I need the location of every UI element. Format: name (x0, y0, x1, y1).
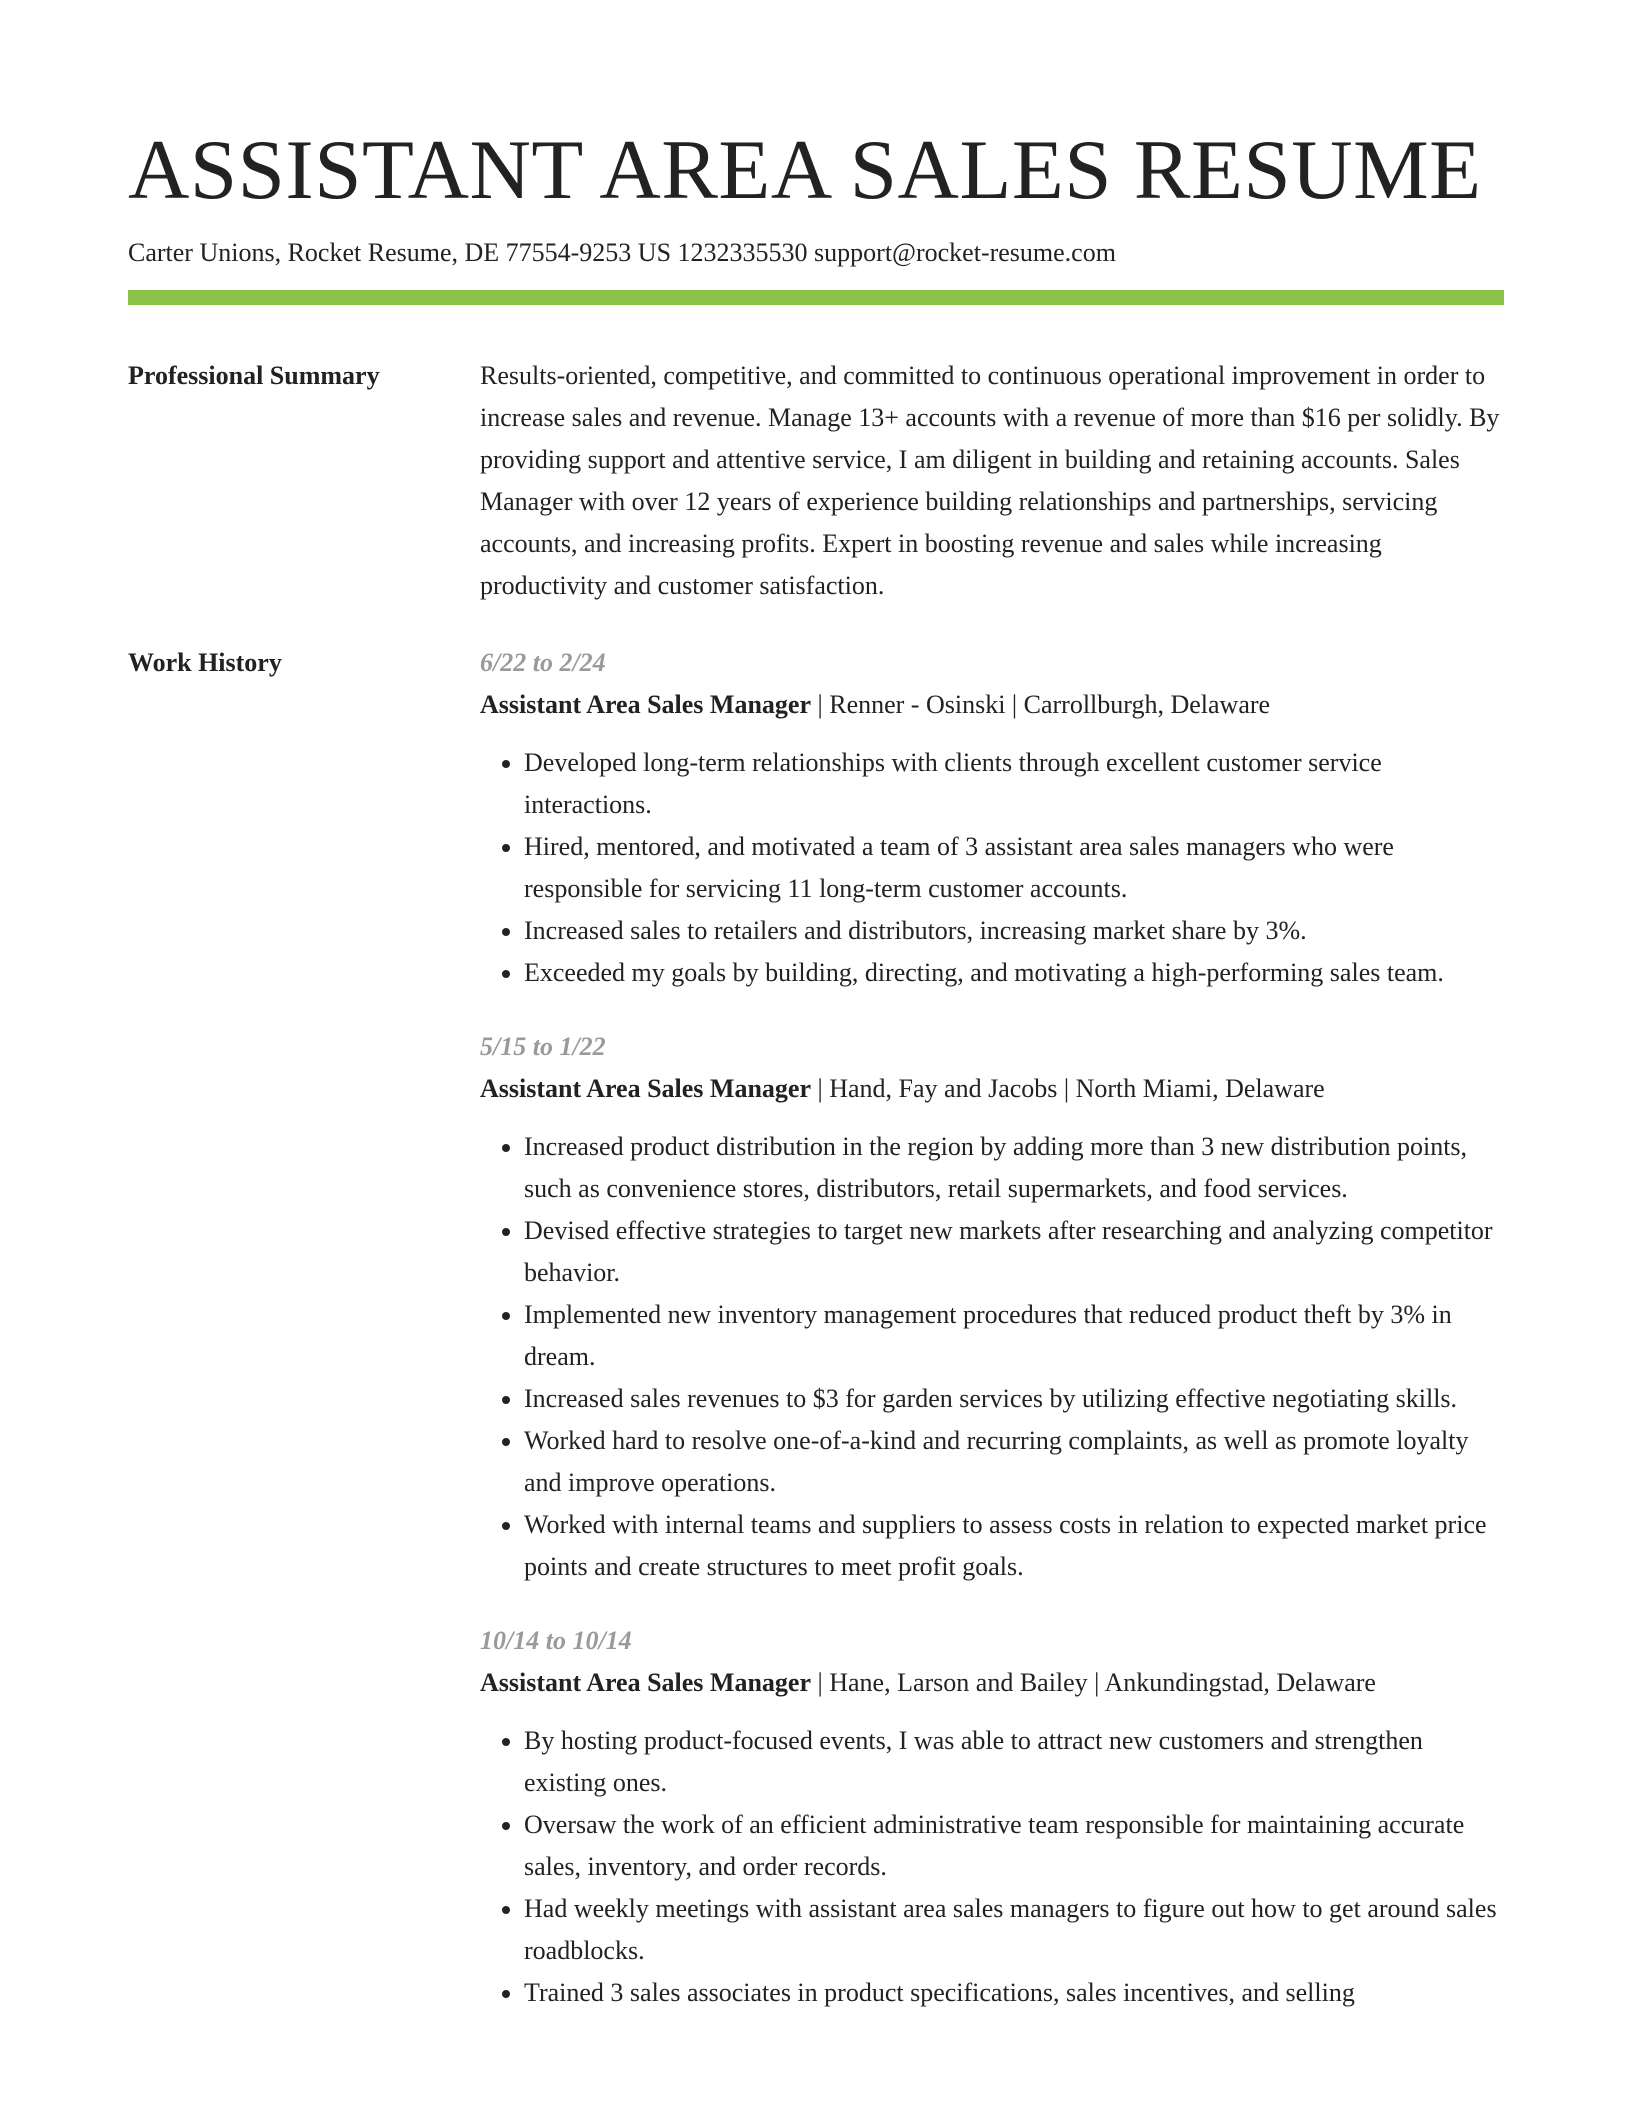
job-employer-location: | Hand, Fay and Jacobs | North Miami, Delaware (811, 1074, 1325, 1103)
job-heading (480, 684, 1504, 726)
professional-summary-body (480, 355, 1504, 607)
job-bullet: • Devised effective strategies to target new markets after researching and analyzing competitor behavior. (524, 1210, 1504, 1294)
job-bullet: • Worked hard to resolve one-of-a-kind and recurring complaints, as well as promote loyalty and improve operations. (524, 1420, 1504, 1504)
work-history-section (128, 642, 1504, 2046)
job-bullet: • Trained 3 sales associates in product specifications, sales incentives, and selling (524, 1972, 1504, 2014)
job-entry (480, 642, 1504, 994)
job-bullet: • Worked with internal teams and suppliers to assess costs in relation to expected market price points and create structures to meet profit goals. (524, 1504, 1504, 1588)
contact-line: Carter Unions, Rocket Resume, DE 77554-9253 US 1232335530 support@rocket-resume.com (128, 238, 1116, 267)
professional-summary-section (128, 355, 1504, 607)
job-dates: 5/15 to 1/22 (480, 1032, 606, 1061)
job-dates: 10/14 to 10/14 (480, 1626, 632, 1655)
resume-page (128, 0, 1504, 2046)
job-heading (480, 1068, 1504, 1110)
job-employer-location: | Hane, Larson and Bailey | Ankundingstad, Delaware (811, 1668, 1376, 1697)
accent-divider (128, 290, 1504, 305)
job-bullet: • By hosting product-focused events, I was able to attract new customers and strengthen existing ones. (524, 1720, 1504, 1804)
job-bullet: • Developed long-term relationships with clients through excellent customer service interactions. (524, 742, 1504, 826)
job-bullet: • Exceeded my goals by building, directing, and motivating a high-performing sales team. (524, 952, 1504, 994)
summary-text: Results-oriented, competitive, and committed to continuous operational improvement in order to increase sales and revenue. Manage 13+ accounts with a revenue of more than $16 per solidly. By providing support and attentive service, I am diligent in building and retaining accounts. Sales Manager with over 12 years of experience building relationships and partnerships, servicing accounts, and increasing profits. Expert in boosting revenue and sales while increasing productivity and customer satisfaction. (480, 361, 1500, 600)
job-employer-location: | Renner - Osinski | Carrollburgh, Delaware (811, 690, 1271, 719)
job-title: Assistant Area Sales Manager (480, 1668, 812, 1697)
section-label-professional-summary: Professional Summary (128, 361, 380, 390)
job-bullet: • Increased sales revenues to $3 for garden services by utilizing effective negotiating skills. (524, 1378, 1504, 1420)
job-bullet-list (480, 1126, 1504, 1588)
job-heading (480, 1662, 1504, 1704)
job-bullet: • Increased sales to retailers and distributors, increasing market share by 3%. (524, 910, 1504, 952)
job-bullet: • Had weekly meetings with assistant area sales managers to figure out how to get around sales roadblocks. (524, 1888, 1504, 1972)
job-bullet: • Increased product distribution in the region by adding more than 3 new distribution points, such as convenience stores, distributors, retail supermarkets, and food services. (524, 1126, 1504, 1210)
job-bullet: • Hired, mentored, and motivated a team of 3 assistant area sales managers who were responsible for servicing 11 long-term customer accounts. (524, 826, 1504, 910)
section-label-work-history: Work History (128, 648, 282, 677)
job-bullet: • Implemented new inventory management procedures that reduced product theft by 3% in dream. (524, 1294, 1504, 1378)
work-history-body (480, 642, 1504, 2046)
job-title: Assistant Area Sales Manager (480, 690, 812, 719)
job-bullet-list (480, 1720, 1504, 2014)
resume-title: ASSISTANT AREA SALES RESUME (128, 123, 1482, 217)
job-bullet: • Oversaw the work of an efficient administrative team responsible for maintaining accurate sales, inventory, and order records. (524, 1804, 1504, 1888)
job-dates: 6/22 to 2/24 (480, 648, 606, 677)
job-bullet-list (480, 742, 1504, 994)
job-title: Assistant Area Sales Manager (480, 1074, 812, 1103)
job-entry (480, 1026, 1504, 1588)
job-entry (480, 1620, 1504, 2014)
